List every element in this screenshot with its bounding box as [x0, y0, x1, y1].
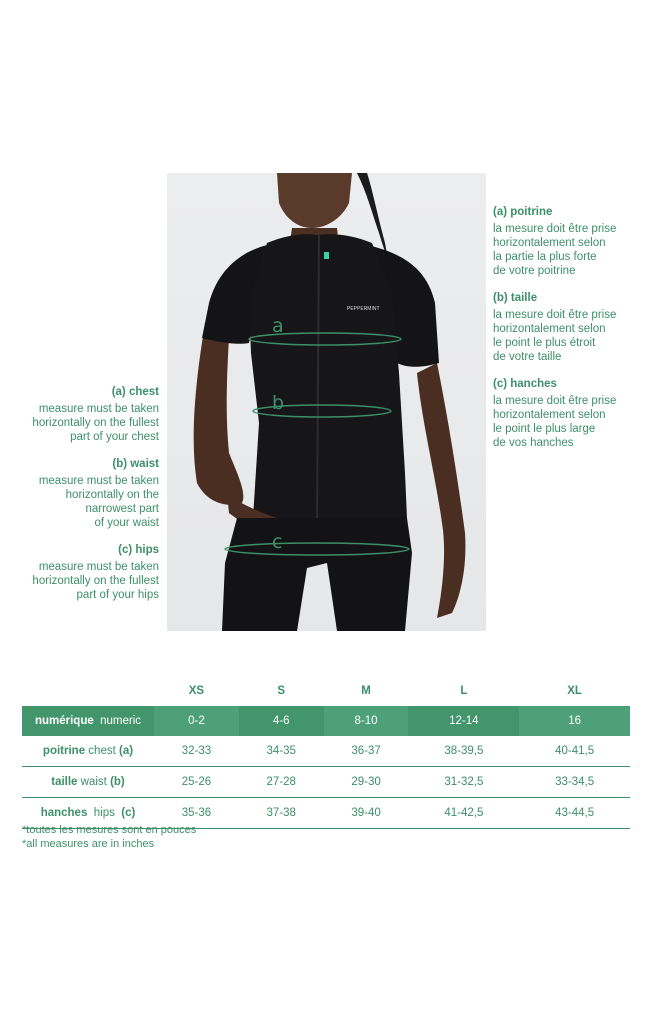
table-cell: 29-30	[324, 767, 409, 798]
table-cell: 37-38	[239, 798, 324, 829]
size-header: M	[361, 685, 371, 697]
hanches-heading: (c) hanches	[493, 378, 557, 390]
waist-heading: (b) waist	[112, 458, 159, 470]
table-cell: 31-32,5	[408, 767, 519, 798]
table-cell: 33-34,5	[519, 767, 630, 798]
hips-heading: (c) hips	[118, 544, 159, 556]
size-header: XS	[188, 685, 205, 697]
table-cell: 41-42,5	[408, 798, 519, 829]
waist-description	[39, 457, 159, 530]
marker-a: a	[272, 315, 284, 337]
table-cell: 25-26	[154, 767, 239, 798]
table-cell: 8-10	[324, 706, 409, 736]
table-row-numeric	[22, 706, 630, 736]
hips-desc: measure must be taken horizontally on the fullest part of your hips	[32, 561, 159, 601]
size-header: L	[460, 685, 468, 697]
table-cell: 38-39,5	[408, 736, 519, 767]
taille-description	[493, 291, 616, 364]
table-row-waist	[22, 767, 630, 798]
footnotes	[22, 823, 196, 851]
poitrine-heading: (a) poitrine	[493, 206, 553, 218]
poitrine-description	[493, 205, 616, 278]
brand-text: PEPPERMINT	[347, 306, 380, 312]
row-label: numérique numeric	[22, 706, 154, 736]
waist-desc: measure must be taken horizontally on the narrowest part of your waist	[38, 475, 159, 529]
table-cell: 0-2	[154, 706, 239, 736]
poitrine-desc: la mesure doit être prise horizontalement selon la partie la plus forte de votre poitrine	[493, 223, 617, 277]
size-header-row	[22, 676, 630, 706]
hips-description	[32, 543, 159, 602]
size-table	[22, 676, 630, 829]
corner-cell	[22, 676, 154, 706]
row-label: poitrine chest (a)	[22, 736, 154, 767]
chest-description	[32, 385, 159, 444]
footnote-fr: *toutes les mesures sont en pouces	[22, 824, 197, 836]
size-header: S	[277, 685, 286, 697]
hanches-description	[493, 377, 616, 450]
footnote-en: *all measures are in inches	[22, 838, 155, 850]
size-header: XL	[567, 685, 582, 697]
table-cell: 34-35	[239, 736, 324, 767]
table-cell: 43-44,5	[519, 798, 630, 829]
table-cell: 36-37	[324, 736, 409, 767]
marker-b: b	[272, 392, 285, 414]
taille-heading: (b) taille	[493, 292, 538, 304]
row-label: hanches hips (c)	[22, 798, 154, 829]
table-cell: 35-36	[154, 798, 239, 829]
hanches-desc: la mesure doit être prise horizontalement selon le point le plus large de vos hanches	[493, 395, 617, 449]
table-cell: 4-6	[239, 706, 324, 736]
table-row-chest	[22, 736, 630, 767]
jersey-illustration	[167, 173, 486, 631]
chest-desc: measure must be taken horizontally on the fullest part of your chest	[32, 403, 159, 443]
chest-heading: (a) chest	[111, 386, 159, 398]
table-cell: 39-40	[324, 798, 409, 829]
table-cell: 32-33	[154, 736, 239, 767]
row-label: taille waist (b)	[22, 767, 154, 798]
table-cell: 16	[519, 706, 630, 736]
table-cell: 40-41,5	[519, 736, 630, 767]
taille-desc: la mesure doit être prise horizontalement selon le point le plus étroit de votre taille	[493, 309, 617, 363]
table-cell: 12-14	[408, 706, 519, 736]
marker-c: c	[272, 531, 283, 553]
table-cell: 27-28	[239, 767, 324, 798]
model-photo	[167, 173, 486, 631]
